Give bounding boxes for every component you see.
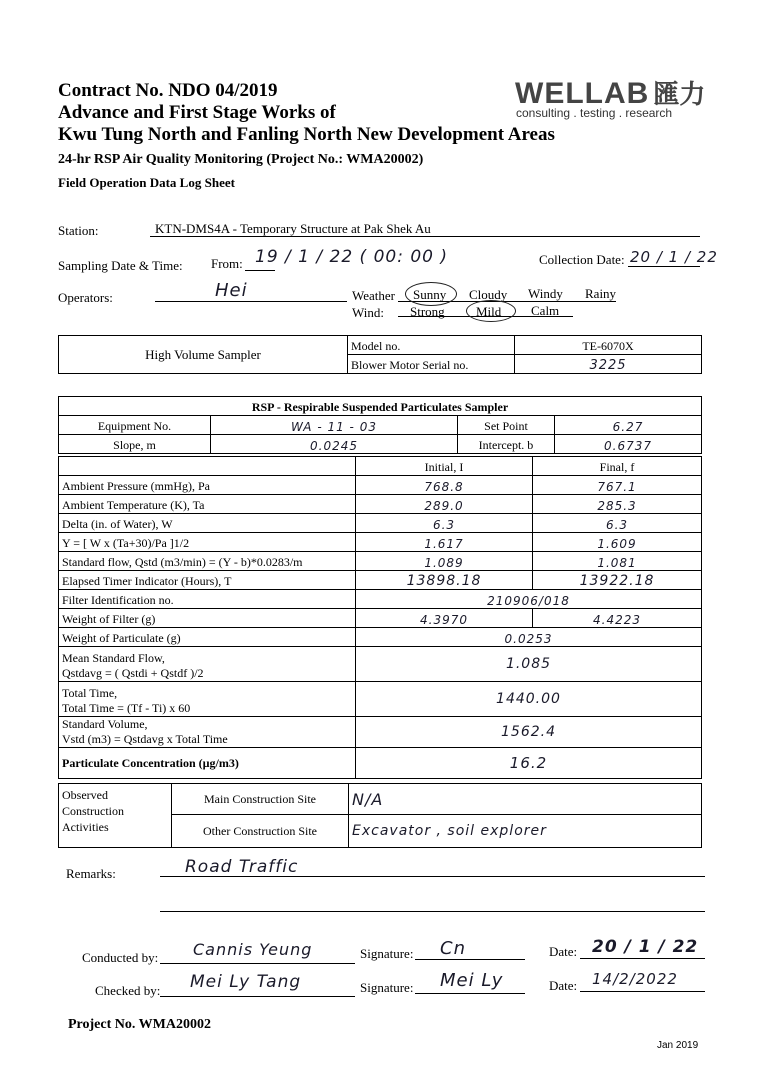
station-value: KTN-DMS4A - Temporary Structure at Pak Shek Au [155,221,431,236]
date1-label: Date: [549,944,578,959]
remarks-underline-2 [160,911,705,912]
contract-title: Contract No. NDO 04/2019 [58,80,278,101]
row-initial: 6.3 [356,514,533,533]
measurement-header-blank [59,457,356,476]
slope-value: 0.0245 [211,435,458,454]
other-site-value: Excavator , soil explorer [349,815,702,848]
rsp-title: RSP - Respirable Suspended Particulates Sampler [59,397,702,416]
weather-option-cloudy: Cloudy [469,287,508,302]
setpoint-value: 6.27 [555,416,702,435]
weather-selection-circle [405,282,457,306]
row-label: Ambient Temperature (K), Ta [59,495,356,514]
filter-id-value: 210906/018 [356,590,702,609]
collection-date-label: Collection Date: [539,252,625,267]
wind-label: Wind: [352,305,384,320]
weight-filter-label: Weight of Filter (g) [59,609,356,628]
sheet-title: Field Operation Data Log Sheet [58,175,235,190]
wind-option-strong: Strong [410,304,445,319]
signature2-label: Signature: [360,980,414,995]
table-row [59,533,702,552]
row-initial: 1.089 [356,552,533,571]
weather-option-rainy: Rainy [585,286,617,301]
date2-label: Date: [549,978,578,993]
row-label: Elapsed Timer Indicator (Hours), T [59,571,356,590]
mean-flow-value: 1.085 [356,647,702,682]
row-final: 1.609 [533,533,702,552]
weather-label: Weather [352,288,395,303]
conducted-underline [160,963,355,964]
total-time-label [59,682,356,717]
signature2-underline [415,993,525,994]
row-label: Ambient Pressure (mmHg), Pa [59,476,356,495]
rsp-table [58,396,702,454]
equipment-value: WA - 11 - 03 [211,416,458,435]
row-final: 767.1 [533,476,702,495]
total-time-value: 1440.00 [356,682,702,717]
row-initial: 768.8 [356,476,533,495]
row-initial: 289.0 [356,495,533,514]
model-label: Model no. [348,336,515,355]
monitoring-title: 24-hr RSP Air Quality Monitoring (Project No.: WMA20002) [58,152,424,167]
final-header: Final, f [533,457,702,476]
concentration-value: 16.2 [356,748,702,779]
construction-activities-table [58,783,702,848]
wind-option-mild: Mild [476,304,502,319]
table-row [59,476,702,495]
logo-wordmark: WELLAB [515,77,650,110]
rsp-measurements-table [58,456,702,779]
std-volume-label-line2: Vstd (m3) = Qstdavg x Total Time [62,732,228,746]
logo-chinese: 匯力 [653,80,706,110]
weight-filter-initial: 4.3970 [356,609,533,628]
signature1-label: Signature: [360,946,414,961]
row-final: 285.3 [533,495,702,514]
logo-tagline: consulting . testing . research [516,106,673,120]
other-site-label: Other Construction Site [172,815,349,848]
project-number: Project No. WMA20002 [68,1017,211,1032]
sampling-label: Sampling Date & Time: [58,258,183,273]
table-row [59,495,702,514]
remarks-label: Remarks: [66,866,116,881]
main-site-value: N/A [349,784,702,815]
collection-date-underline [628,266,700,267]
filter-id-label: Filter Identification no. [59,590,356,609]
serial-label: Blower Motor Serial no. [348,355,515,374]
wind-option-calm: Calm [531,303,560,318]
row-label: Y = [ W x (Ta+30)/Pa ]1/2 [59,533,356,552]
weight-particulate-value: 0.0253 [356,628,702,647]
remarks-underline-1 [160,876,705,877]
station-underline [150,236,700,237]
collection-date-value: 20 / 1 / 22 [630,248,718,266]
concentration-label: Particulate Concentration (µg/m3) [59,748,356,779]
row-initial: 13898.18 [356,571,533,590]
weight-particulate-label: Weight of Particulate (g) [59,628,356,647]
weather-option-sunny: Sunny [413,287,447,302]
sampler-label: High Volume Sampler [59,336,348,374]
checked-by-label: Checked by: [95,983,161,998]
from-underline [245,270,275,271]
operators-underline [155,301,347,302]
slope-label: Slope, m [59,435,211,454]
std-volume-value: 1562.4 [356,717,702,748]
mean-flow-label [59,647,356,682]
intercept-value: 0.6737 [555,435,702,454]
signature1-underline [415,959,525,960]
sampler-table [58,335,702,374]
mean-flow-label-line1: Mean Standard Flow, [62,651,165,665]
date2-value: 14/2/2022 [592,970,678,988]
model-value: TE-6070X [515,336,702,355]
row-final: 1.081 [533,552,702,571]
project-title-line2: Kwu Tung North and Fanling North New Development Areas [58,124,555,145]
mean-flow-label-line2: Qstdavg = ( Qstdi + Qstdf )/2 [62,666,204,680]
project-title-line1: Advance and First Stage Works of [58,102,336,123]
row-label: Standard flow, Qstd (m3/min) = (Y - b)*0.0283/m [59,552,356,571]
total-time-label-line2: Total Time = (Tf - Ti) x 60 [62,701,191,715]
row-final: 6.3 [533,514,702,533]
signature1-value: Cn [440,938,466,959]
std-volume-label [59,717,356,748]
conducted-by-value: Cannis Yeung [193,940,313,959]
station-label: Station: [58,223,99,238]
intercept-label: Intercept. b [458,435,555,454]
signature2-value: Mei Ly [440,970,504,991]
date1-underline [580,958,705,959]
table-row [59,571,702,590]
table-row [59,514,702,533]
from-label: From: [211,256,243,271]
observed-label: Observed Construction Activities [59,784,172,848]
std-volume-label-line1: Standard Volume, [62,717,148,731]
row-initial: 1.617 [356,533,533,552]
operators-value: Hei [215,280,248,301]
row-final: 13922.18 [533,571,702,590]
form-version: Jan 2019 [657,1040,699,1051]
checked-underline [160,996,355,997]
initial-header: Initial, I [356,457,533,476]
remarks-value: Road Traffic [185,857,299,877]
conducted-by-label: Conducted by: [82,950,159,965]
sampling-datetime-value: 19 / 1 / 22 ( 00: 00 ) [255,247,449,267]
total-time-label-line1: Total Time, [62,686,118,700]
serial-value: 3225 [515,355,702,374]
date2-underline [580,991,705,992]
table-row [59,552,702,571]
equipment-label: Equipment No. [59,416,211,435]
weight-filter-final: 4.4223 [533,609,702,628]
date1-value: 20 / 1 / 22 [592,937,699,957]
wind-selection-circle [466,300,516,322]
checked-by-value: Mei Ly Tang [190,972,302,992]
main-site-label: Main Construction Site [172,784,349,815]
row-label: Delta (in. of Water), W [59,514,356,533]
weather-option-windy: Windy [528,286,563,301]
operators-label: Operators: [58,290,113,305]
setpoint-label: Set Point [458,416,555,435]
